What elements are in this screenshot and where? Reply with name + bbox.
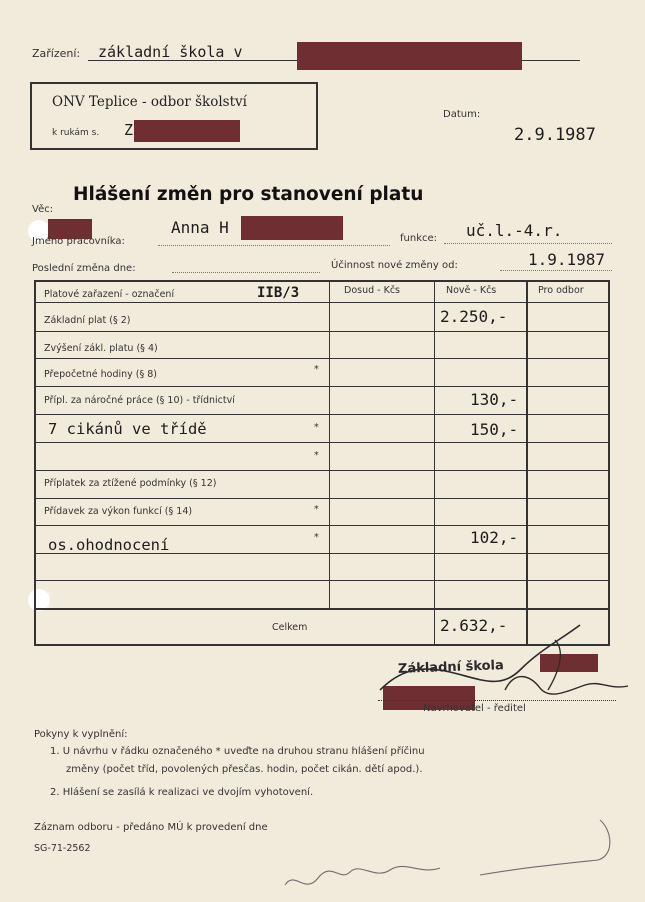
row-star: *	[314, 364, 319, 375]
effective-label: Účinnost nové změny od:	[331, 260, 458, 271]
establishment-value: základní škola v	[98, 43, 243, 61]
row-star: *	[314, 450, 319, 461]
redaction-recipient	[134, 120, 240, 142]
subject-title: Hlášení změn pro stanovení platu	[73, 184, 424, 205]
school-stamp: Základní škola	[397, 658, 505, 677]
function-dots	[444, 243, 612, 244]
date-value: 2.9.1987	[514, 125, 596, 145]
recipient-attn-value: Z	[124, 121, 134, 139]
header-dept: Pro odbor	[538, 285, 584, 296]
recipient-box	[30, 82, 318, 150]
row-divider	[36, 608, 608, 610]
instructions-item1-line1: 1. U návrhu v řádku označeného * uveďte na druhou stranu hlášení příčinu	[50, 746, 425, 757]
row-star: *	[314, 504, 319, 515]
last-change-label: Poslední změna dne:	[32, 263, 136, 274]
column-divider	[434, 282, 435, 644]
row-divider	[36, 442, 608, 443]
date-label: Datum:	[443, 109, 481, 120]
instructions-item2: 2. Hlášení se zasílá k realizaci ve dvojím vyhotovení.	[50, 787, 314, 798]
effective-dots	[500, 270, 612, 271]
row-label: Zvýšení zákl. platu (§ 4)	[44, 343, 158, 354]
row-label: Přídavek za výkon funkcí (§ 14)	[44, 506, 193, 517]
row-divider	[36, 358, 608, 359]
row-label: os.ohodnocení	[48, 536, 170, 554]
row-star: *	[314, 532, 319, 543]
effective-value: 1.9.1987	[528, 250, 606, 269]
row-label: Přípl. za náročné práce (§ 10) - třídnictví	[44, 395, 235, 406]
recipient-attn-label: k rukám s.	[52, 128, 100, 138]
redaction-establishment	[297, 42, 522, 70]
row-label: Základní plat (§ 2)	[44, 315, 131, 326]
employee-name-dots	[158, 245, 390, 246]
row-new-value: 130,-	[470, 390, 519, 409]
row-divider	[36, 302, 608, 303]
row-new-value: 2.250,-	[440, 307, 508, 326]
row-new-value: 102,-	[470, 528, 519, 547]
signature-underline	[378, 700, 616, 701]
row-divider	[36, 525, 608, 526]
function-value: uč.l.-4.r.	[466, 221, 563, 240]
row-divider	[36, 414, 608, 415]
column-divider	[526, 282, 528, 644]
row-divider	[36, 331, 608, 332]
row-divider	[36, 580, 608, 581]
classification-value: IIB/3	[257, 285, 300, 301]
row-label: Přepočetné hodiny (§ 8)	[44, 369, 158, 380]
row-divider	[36, 470, 608, 471]
row-label: Příplatek za ztížené podmínky (§ 12)	[44, 478, 217, 489]
header-new: Nově - Kčs	[446, 285, 497, 296]
row-new-value: 150,-	[470, 420, 519, 439]
record-line: Záznam odboru - předáno MÚ k provedení dne	[34, 822, 268, 833]
last-change-dots	[172, 272, 320, 273]
row-label: 7 cikánů ve třídě	[48, 420, 207, 438]
total-label: Celkem	[272, 622, 308, 633]
salary-table	[34, 280, 610, 646]
subject-label: Věc:	[32, 204, 54, 215]
header-current: Dosud - Kčs	[344, 285, 400, 296]
employee-name-label: Jméno pracovníka:	[32, 236, 125, 247]
form-code: SG-71-2562	[34, 843, 91, 854]
signature-role: Navrhovatel - ředitel	[423, 703, 526, 714]
redaction-stamp	[540, 654, 598, 672]
instructions-item1-line2: změny (počet tříd, povolených přesčas. hodin, počet cikán. dětí apod.).	[66, 764, 423, 775]
row-divider	[36, 386, 608, 387]
redaction-surname	[241, 216, 343, 240]
instructions-title: Pokyny k vyplnění:	[34, 729, 128, 740]
function-label: funkce:	[400, 233, 438, 244]
recipient-line1: ONV Teplice - odbor školství	[52, 94, 247, 110]
total-value: 2.632,-	[440, 616, 508, 635]
employee-name-value: Anna H	[171, 218, 229, 237]
row-divider	[36, 498, 608, 499]
row-star: *	[314, 422, 319, 433]
establishment-label: Zařízení:	[32, 47, 81, 60]
header-classification: Platové zařazení - označení	[44, 289, 175, 300]
